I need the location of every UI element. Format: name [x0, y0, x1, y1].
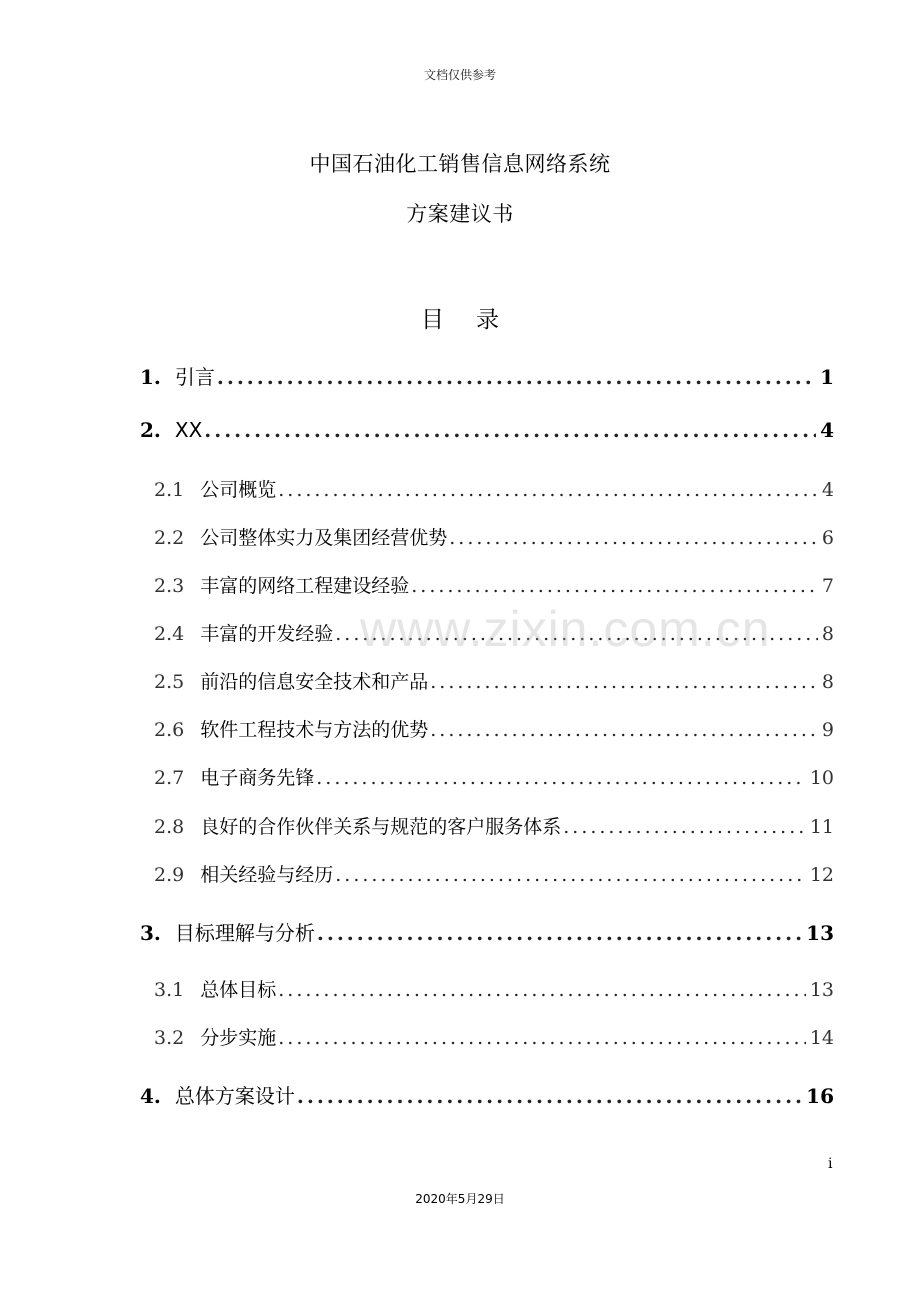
toc-entry-page: 16	[806, 1084, 834, 1108]
toc-entry-page: 13	[806, 921, 834, 945]
toc-leader-dots	[278, 1027, 806, 1049]
toc-entry-title: 分步实施	[200, 1027, 277, 1049]
toc-leader-dots	[411, 575, 818, 597]
toc-entry-number: 2.5	[154, 671, 185, 693]
toc-entry-title: XX	[174, 418, 203, 442]
toc-leader-dots	[317, 921, 802, 945]
toc-leader-dots	[204, 418, 816, 442]
toc-entry-number: 3.1	[154, 979, 185, 1001]
toc-entry-title: 总体方案设计	[174, 1084, 295, 1108]
toc-entry-number: 1.	[140, 365, 161, 389]
toc-entry-number: 2.9	[154, 864, 185, 886]
toc-entry-page: 11	[809, 816, 834, 838]
toc-entry-page: 6	[821, 527, 834, 549]
toc-leader-dots	[563, 816, 806, 838]
toc-leader-dots	[278, 979, 806, 1001]
toc-entry-page: 4	[821, 479, 834, 501]
toc-entry-page: 10	[809, 767, 834, 789]
toc-leader-dots	[430, 719, 818, 741]
toc-entry-number: 2.3	[154, 575, 185, 597]
toc-entry-page: 13	[809, 979, 834, 1001]
toc-entry-title: 引言	[174, 365, 215, 389]
toc-heading	[0, 301, 920, 334]
toc-entry-page: 14	[809, 1027, 834, 1049]
toc-entry-title: 前沿的信息安全技术和产品	[200, 671, 429, 693]
toc-entry-title: 丰富的网络工程建设经验	[200, 575, 410, 597]
toc-entry-number: 3.2	[154, 1027, 185, 1049]
toc-entry-number: 2.	[140, 418, 161, 442]
footer-date: 2020年5月29日	[415, 1192, 505, 1206]
toc-entry-title: 良好的合作伙伴关系与规范的客户服务体系	[200, 816, 562, 838]
toc-entry-number: 2.1	[154, 479, 185, 501]
toc-entry-title: 丰富的开发经验	[200, 623, 334, 645]
toc-leader-dots	[278, 479, 818, 501]
document-title: 中国石油化工销售信息网络系统	[309, 152, 611, 176]
toc-entry[interactable]	[154, 667, 834, 694]
document-subtitle: 方案建议书	[406, 202, 514, 226]
toc-leader-dots	[217, 365, 816, 389]
toc-entry-number: 2.8	[154, 816, 185, 838]
toc-entry[interactable]	[154, 715, 834, 742]
toc-entry-page: 8	[821, 623, 834, 645]
toc-entry-title: 电子商务先锋	[200, 767, 315, 789]
toc-entry-page: 4	[820, 418, 834, 442]
toc-entry[interactable]	[154, 475, 834, 502]
toc-entry[interactable]	[154, 1023, 834, 1050]
toc-leader-dots	[449, 527, 818, 549]
toc-entry-number: 4.	[140, 1084, 161, 1108]
toc-entry-title: 相关经验与经历	[200, 864, 334, 886]
header-note: 文档仅供参考	[423, 68, 496, 82]
toc-entry-number: 2.2	[154, 527, 185, 549]
toc-heading-char-1: 目	[421, 307, 444, 333]
toc-leader-dots	[335, 623, 818, 645]
toc-entry-page: 7	[821, 575, 834, 597]
toc-entry[interactable]	[154, 763, 834, 790]
toc-entry[interactable]	[140, 917, 834, 946]
toc-entry-number: 2.4	[154, 623, 185, 645]
toc-entry-page: 9	[821, 719, 834, 741]
toc-entry-page: 8	[821, 671, 834, 693]
toc-leader-dots	[297, 1084, 802, 1108]
toc-entry-title: 软件工程技术与方法的优势	[200, 719, 429, 741]
toc-heading-char-2: 录	[476, 307, 499, 333]
toc-entry[interactable]	[154, 571, 834, 598]
toc-entry[interactable]	[154, 860, 834, 887]
toc-entry[interactable]	[154, 619, 834, 646]
toc-entry[interactable]	[140, 361, 834, 390]
toc-entry-number: 3.	[140, 921, 161, 945]
toc-entry[interactable]	[154, 812, 834, 839]
toc-entry[interactable]	[154, 523, 834, 550]
toc-entry[interactable]	[140, 1080, 834, 1109]
watermark: www.zixin.com.cn	[360, 601, 771, 657]
toc-entry-number: 2.6	[154, 719, 185, 741]
toc-entry-title: 目标理解与分析	[174, 921, 315, 945]
toc-entry-number: 2.7	[154, 767, 185, 789]
toc-entry-title: 公司整体实力及集团经营优势	[200, 527, 448, 549]
toc-entry[interactable]	[140, 418, 834, 442]
page-number: i	[828, 1156, 833, 1172]
toc-entry[interactable]	[154, 975, 834, 1002]
toc-entry-page: 12	[809, 864, 834, 886]
toc-entry-title: 总体目标	[200, 979, 277, 1001]
toc-entry-title: 公司概览	[200, 479, 277, 501]
toc-leader-dots	[316, 767, 806, 789]
toc-entry-page: 1	[820, 365, 834, 389]
toc-leader-dots	[335, 864, 806, 886]
toc-leader-dots	[430, 671, 818, 693]
